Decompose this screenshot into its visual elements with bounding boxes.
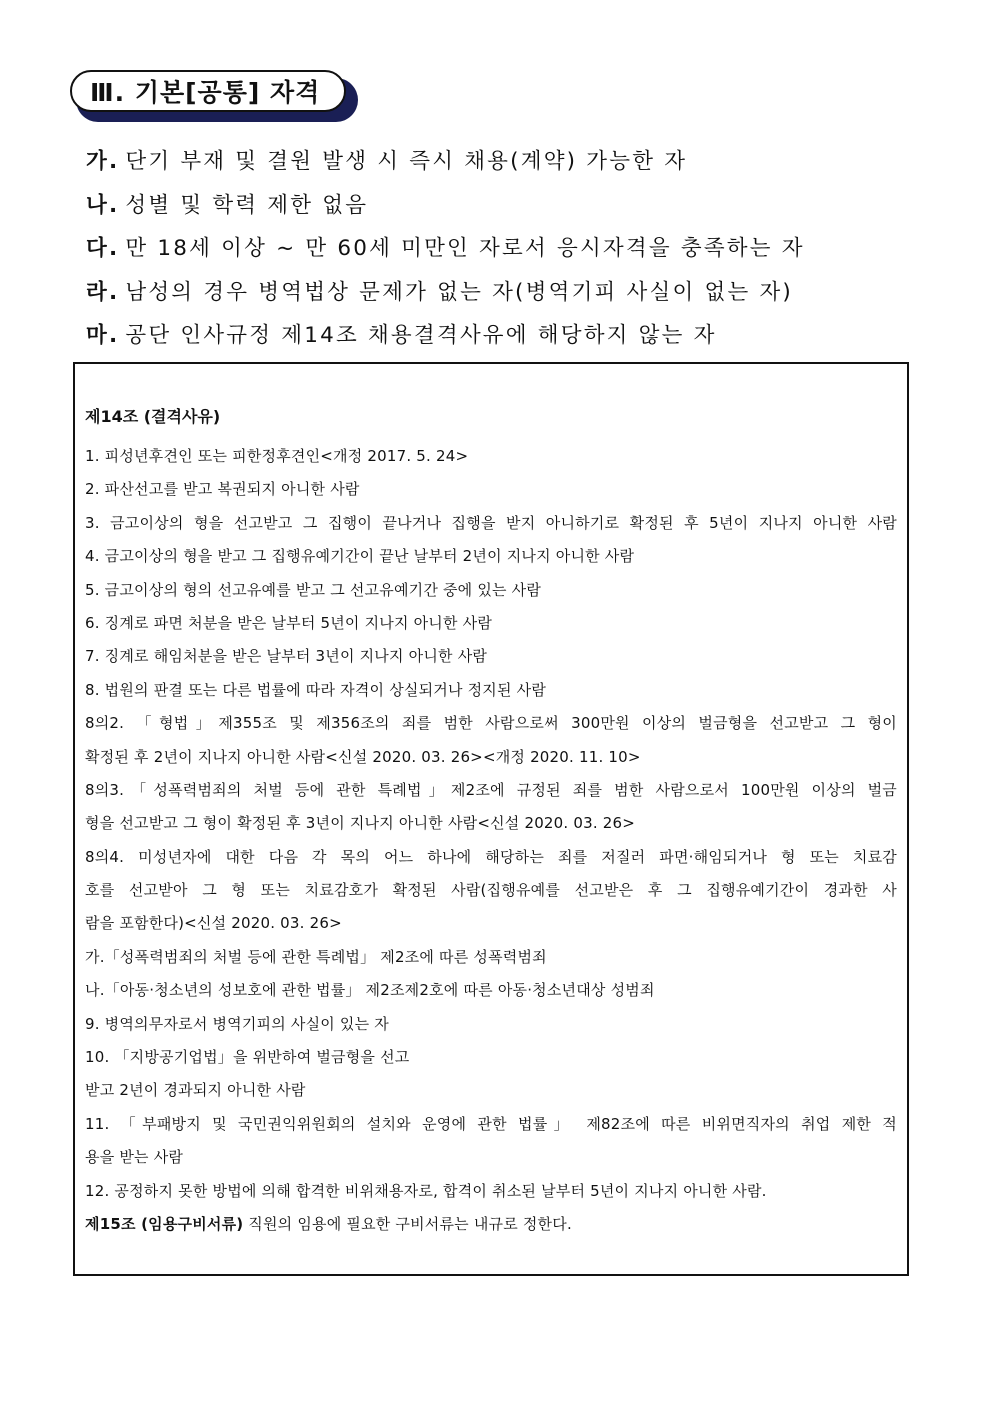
section-title: Ⅲ. 기본[공통] 자격 <box>70 70 346 112</box>
law-line: 8의2. 「형법」제355조 및 제356조의 죄를 범한 사람으로써 300만원 이상의 벌금형을 선고받고 그 형이 <box>85 714 897 733</box>
item-text: 성별 및 학력 제한 없음 <box>125 192 369 218</box>
law-line: 확정된 후 2년이 지나지 아니한 사람<신설 2020. 03. 26><개정 2020. 11. 10> <box>85 747 641 766</box>
article-14-title: 제14조 (결격사유) <box>85 407 221 426</box>
law-line: 가.「성폭력범죄의 처벌 등에 관한 특례법」 제2조에 따른 성폭력범죄 <box>85 947 547 966</box>
section-header <box>70 70 346 112</box>
law-line: 4. 금고이상의 형을 받고 그 집행유예기간이 끝난 날부터 2년이 지나지 아니한 사람 <box>85 547 635 566</box>
law-line: 12. 공정하지 못한 방법에 의해 합격한 비위채용자로, 합격이 취소된 날부터 5년이 지나지 아니한 사람. <box>85 1181 767 1200</box>
law-line: 10. 「지방공기업법」을 위반하여 벌금형을 선고 <box>85 1048 410 1067</box>
law-line: 11. 「부패방지 및 국민권익위원회의 설치와 운영에 관한 법률」 제82조에 따른 비위면직자의 취업 제한 적 <box>85 1114 897 1133</box>
law-line: 1. 피성년후견인 또는 피한정후견인<개정 2017. 5. 24> <box>85 447 469 465</box>
item-marker: 다. <box>86 236 120 262</box>
regulation-excerpt-box <box>73 362 909 1276</box>
qualification-item <box>86 225 805 269</box>
article-15-title: 제15조 (임용구비서류) <box>85 1214 244 1233</box>
article-15-line <box>85 1208 897 1241</box>
law-line: 받고 2년이 경과되지 아니한 사람 <box>85 1081 306 1100</box>
law-line: 용을 받는 사람 <box>85 1148 184 1167</box>
item-text: 남성의 경우 병역법상 문제가 없는 자(병역기피 사실이 없는 자) <box>125 279 794 305</box>
law-line: 8의4. 미성년자에 대한 다음 각 목의 어느 하나에 해당하는 죄를 저질러 파면·해임되거나 형 또는 치료감 <box>85 847 897 866</box>
law-line: 형을 선고받고 그 형이 확정된 후 3년이 지나지 아니한 사람<신설 2020. 03. 26> <box>85 814 636 833</box>
item-marker: 가. <box>86 149 120 175</box>
law-line: 8. 법원의 판결 또는 다른 법률에 따라 자격이 상실되거나 정지된 사람 <box>85 680 547 699</box>
law-line: 람을 포함한다)<신설 2020. 03. 26> <box>85 914 342 933</box>
article-15-text: 직원의 임용에 필요한 구비서류는 내규로 정한다. <box>243 1214 572 1233</box>
item-text: 단기 부재 및 결원 발생 시 즉시 채용(계약) 가능한 자 <box>125 149 688 175</box>
qualification-item <box>86 312 805 356</box>
law-line: 8의3.「성폭력범죄의 처벌 등에 관한 특례법」제2조에 규정된 죄를 범한 사람으로서 100만원 이상의 벌금 <box>85 780 897 799</box>
qualification-item <box>86 269 805 313</box>
qualification-list <box>86 138 805 356</box>
item-text: 만 18세 이상 ~ 만 60세 미만인 자로서 응시자격을 충족하는 자 <box>125 236 805 262</box>
item-marker: 라. <box>86 279 120 305</box>
item-marker: 마. <box>86 323 120 349</box>
law-line: 호를 선고받아 그 형 또는 치료감호가 확정된 사람(집행유예를 선고받은 후 그 집행유예기간이 경과한 사 <box>85 881 897 900</box>
law-line: 9. 병역의무자로서 병역기피의 사실이 있는 자 <box>85 1014 389 1033</box>
law-line: 5. 금고이상의 형의 선고유예를 받고 그 선고유예기간 중에 있는 사람 <box>85 580 542 599</box>
law-line: 7. 징계로 해임처분을 받은 날부터 3년이 지나지 아니한 사람 <box>85 647 488 666</box>
qualification-item <box>86 138 805 182</box>
law-line: 6. 징계로 파면 처분을 받은 날부터 5년이 지나지 아니한 사람 <box>85 613 493 632</box>
item-marker: 나. <box>86 192 120 218</box>
law-line: 2. 파산선고를 받고 복권되지 아니한 사람 <box>85 480 360 499</box>
law-line: 3. 금고이상의 형을 선고받고 그 집행이 끝나거나 집행을 받지 아니하기로 확정된 후 5년이 지나지 아니한 사람 <box>85 513 897 532</box>
law-line: 나.「아동·청소년의 성보호에 관한 법률」 제2조제2호에 따른 아동·청소년대상 성범죄 <box>85 981 655 1000</box>
qualification-item <box>86 182 805 226</box>
item-text: 공단 인사규정 제14조 채용결격사유에 해당하지 않는 자 <box>125 323 717 349</box>
